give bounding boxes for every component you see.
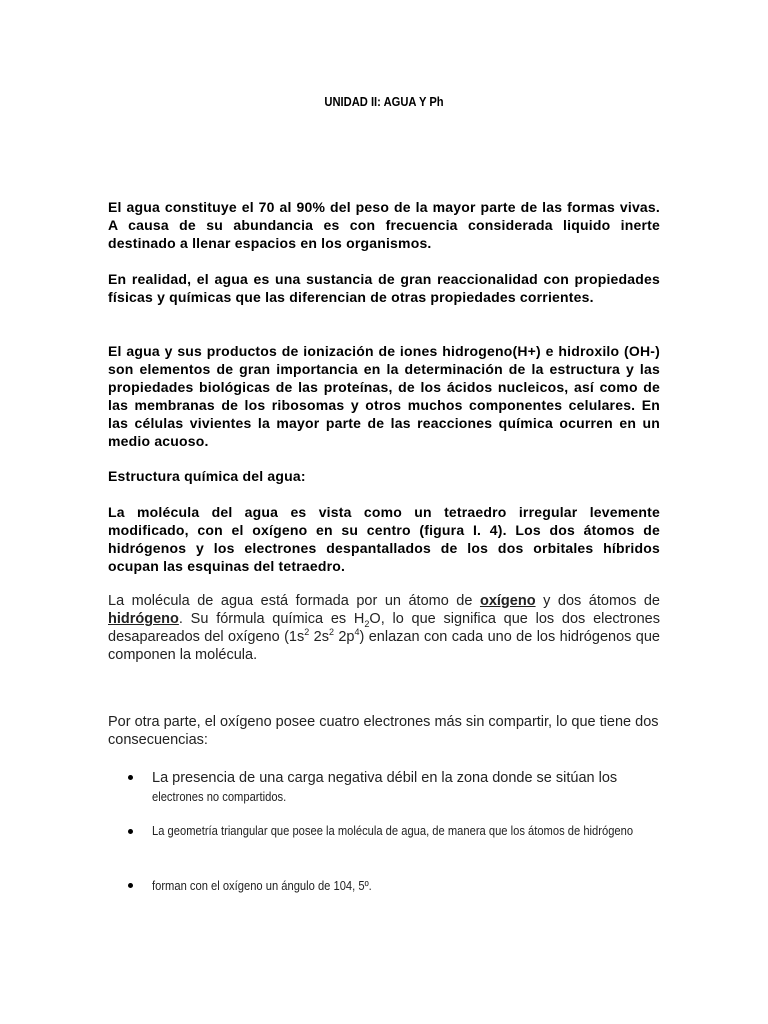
list-item: La geometría triangular que posee la molécula de agua, de manera que los átomos de hidrógeno	[128, 822, 668, 840]
paragraph-tetrahedron: La molécula del agua es vista como un tetraedro irregular levemente modificado, con el oxígeno en su centro (figura I. 4). Los dos átomos de hidrógenos y los electrones despantallados de los dos orbitales híbridos ocupan las esquinas del tetraedro.	[108, 504, 660, 574]
bullet-icon	[128, 775, 133, 780]
section-heading: Estructura química del agua:	[108, 468, 306, 484]
paragraph-reactivity: En realidad, el agua es una sustancia de gran reaccionalidad con propiedades físicas y químicas que las diferencian de otras propiedades corrientes.	[108, 271, 660, 305]
consequence-list-2	[128, 822, 668, 840]
list-item: forman con el oxígeno un ángulo de 104, 5º.	[128, 876, 668, 895]
link-oxigeno[interactable]: oxígeno	[479, 593, 536, 609]
page-title: UNIDAD II: AGUA Y Ph	[324, 94, 444, 109]
paragraph-molecule: La molécula de agua está formada por un átomo de oxígeno y dos átomos de hidrógeno. Su fórmula química es $H_2O$, lo que significa que los dos electrones desapareados del oxígeno ($1s^2$ $2s^2$ $2p^4$) enlazan con cada uno de los hidrógenos que componen la molécula.	[108, 593, 660, 663]
paragraph-ionization: El agua y sus productos de ionización de iones hidrogeno(H+) e hidroxilo (OH-) son elementos de gran importancia en la determinación de la estructura y las propiedades biológicas de las proteínas, de los ácidos nucleicos, así como de las membranas de los ribosomas y otros muchos componentes celulares. En las células vivientes la mayor parte de las reacciones química ocurren en un medio acuoso.	[108, 343, 660, 449]
paragraph-consequences: Por otra parte, el oxígeno posee cuatro electrones más sin compartir, lo que tiene dos consecuencias:	[108, 714, 659, 748]
bullet-icon	[128, 829, 133, 834]
list-item: La presencia de una carga negativa débil en la zona donde se sitúan los electrones no compartidos.	[128, 768, 668, 806]
bullet-icon	[128, 883, 133, 888]
link-hidrogeno[interactable]: hidrógeno	[108, 611, 179, 627]
consequence-list-3	[128, 876, 668, 895]
consequence-list	[128, 768, 668, 806]
paragraph-intro: El agua constituye el 70 al 90% del peso de la mayor parte de las formas vivas. A causa de su abundancia es con frecuencia considerada liquido inerte destinado a llenar espacios en los organismos.	[108, 199, 660, 251]
